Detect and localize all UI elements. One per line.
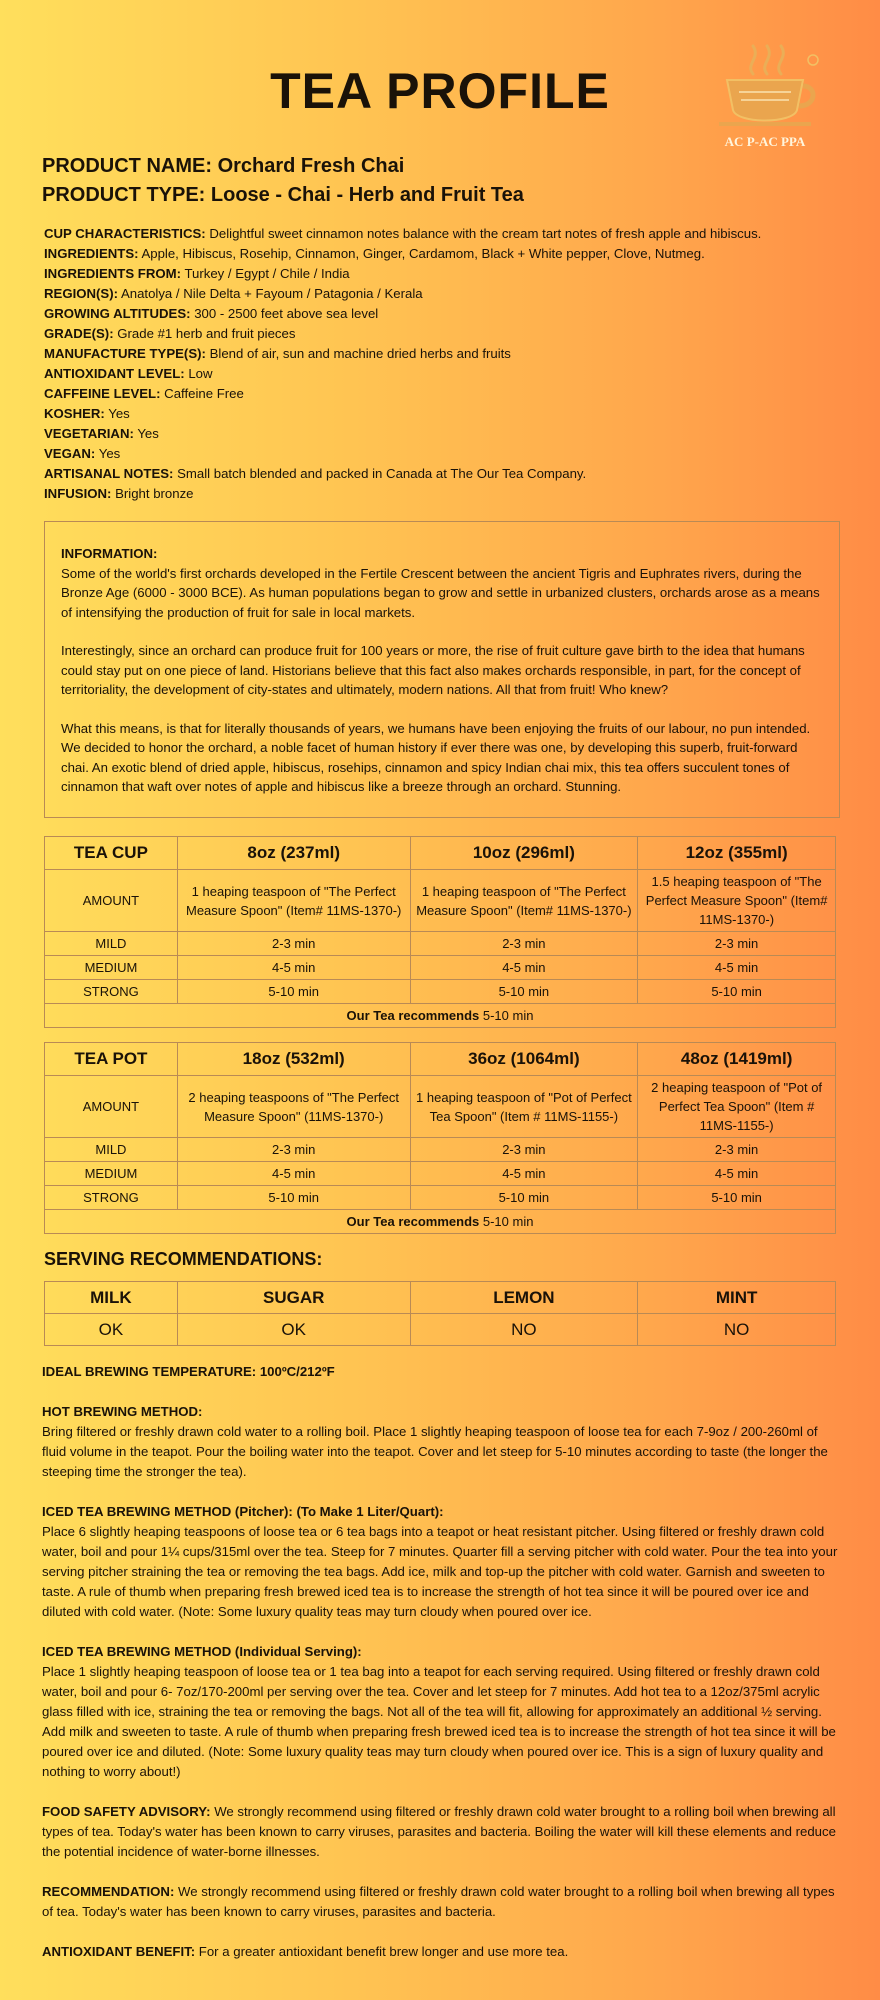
steep-time: 5-10 min bbox=[410, 1186, 638, 1210]
serving-value: NO bbox=[410, 1314, 638, 1346]
attribute-row: ANTIOXIDANT LEVEL: Low bbox=[44, 366, 213, 381]
amount-label: AMOUNT bbox=[45, 1076, 178, 1138]
attribute-row: VEGAN: Yes bbox=[44, 446, 121, 461]
attribute-row: GRADE(S): Grade #1 herb and fruit pieces bbox=[44, 326, 296, 341]
information-heading: INFORMATION: bbox=[61, 546, 158, 561]
information-paragraph: Some of the world's first orchards developed in the Fertile Crescent between the ancient Tigris and Euphrates rivers, during the Bronze Age (6000 - 3000 BCE). As human populations began to grow and settle in urbanized clusters, orchards arose as a means of intensifying the production of fruit for sale in local markets. bbox=[61, 565, 820, 620]
size-header: 10oz (296ml) bbox=[410, 837, 638, 870]
hot-brewing-method bbox=[42, 1402, 842, 1482]
attribute-row: KOSHER: Yes bbox=[44, 406, 130, 421]
steep-time: 5-10 min bbox=[177, 1186, 410, 1210]
attribute-row: INGREDIENTS FROM: Turkey / Egypt / Chile / India bbox=[44, 266, 350, 281]
iced-single-title: ICED TEA BREWING METHOD (Individual Serving): bbox=[42, 1644, 362, 1659]
page-title: TEA PROFILE bbox=[270, 63, 610, 119]
size-header: 36oz (1064ml) bbox=[410, 1043, 638, 1076]
serving-header: MILK bbox=[45, 1282, 178, 1314]
tea-pot-table bbox=[44, 1042, 836, 1234]
information-paragraph: Interestingly, since an orchard can produce fruit for 100 years or more, the rise of fruit culture gave birth to the idea that humans could stay put on one piece of land. Historians believe that this fact also makes orchards responsible, in part, for the concept of territoriality, the development of city-states and ultimately, modern nations. All that from fruit! Who knew? bbox=[61, 643, 805, 697]
iced-single-text: Place 1 slightly heaping teaspoon of loose tea or 1 tea bag into a teapot for each serving required. Using filtered or freshly drawn cold water, boil and pour 6- 7oz/170-200ml per serving over the tea. Cover and let steep for 7 minutes. Add hot tea to a 12oz/375ml acrylic glass filled with ice, straining the tea or removing the bags. Not all of the tea will fit, allowing for approximately an additional ½ serving. Add milk and sweeten to taste. A rule of thumb when preparing fresh brewed iced tea is to increase the strength of hot tea since it will be poured over ice and diluted. (Note: Some luxury quality teas may turn cloudy when poured over ice. This is a sign of luxury quality and nothing to worry about!) bbox=[42, 1664, 836, 1779]
tea-cup-logo bbox=[705, 40, 825, 155]
attribute-row: CUP CHARACTERISTICS: Delightful sweet cinnamon notes balance with the cream tart notes of fresh apple and hibiscus. bbox=[44, 226, 762, 241]
svg-text:AC P-AC PPA: AC P-AC PPA bbox=[724, 134, 806, 149]
attribute-row: INGREDIENTS: Apple, Hibiscus, Rosehip, Cinnamon, Ginger, Cardamom, Black + White pepper, Clove, Nutmeg. bbox=[44, 246, 705, 261]
recommendation-row: Our Tea recommends 5-10 min bbox=[45, 1210, 836, 1234]
attribute-row: INFUSION: Bright bronze bbox=[44, 486, 194, 501]
product-type: Loose - Chai - Herb and Fruit Tea bbox=[210, 184, 524, 206]
attribute-row: MANUFACTURE TYPE(S): Blend of air, sun and machine dried herbs and fruits bbox=[44, 346, 511, 361]
size-header: 18oz (532ml) bbox=[177, 1043, 410, 1076]
strength-label: STRONG bbox=[45, 980, 178, 1004]
amount-cell: 1 heaping teaspoon of "The Perfect Measure Spoon" (Item# 11MS-1370-) bbox=[410, 870, 638, 932]
strength-label: MILD bbox=[45, 1138, 178, 1162]
tea-cup-table bbox=[44, 836, 836, 1028]
steep-time: 2-3 min bbox=[410, 1138, 638, 1162]
brewing-methods bbox=[42, 1362, 842, 1982]
steep-time: 4-5 min bbox=[638, 1162, 836, 1186]
serving-value: OK bbox=[177, 1314, 410, 1346]
steep-time: 4-5 min bbox=[410, 956, 638, 980]
attribute-row: GROWING ALTITUDES: 300 - 2500 feet above sea level bbox=[44, 306, 379, 321]
steep-time: 5-10 min bbox=[410, 980, 638, 1004]
product-type-line bbox=[42, 181, 524, 210]
product-type-label: PRODUCT TYPE: bbox=[42, 184, 206, 206]
iced-pitcher-text: Place 6 slightly heaping teaspoons of loose tea or 6 tea bags into a teapot or heat resistant pitcher. Using filtered or freshly drawn cold water, boil and pour 1¼ cups/315ml over the tea. Steep for 7 minutes. Quarter fill a serving pitcher with cold water. Pour the tea into your serving pitcher straining the tea or removing the tea bags. Add ice, milk and top-up the pitcher with cold water. Garnish and sweeten to taste. A rule of thumb when preparing fresh brewed iced tea is to increase the strength of hot tea since it will be poured over ice and diluted with cold water. (Note: Some luxury quality teas may turn cloudy when poured over ice. bbox=[42, 1524, 838, 1619]
amount-cell: 2 heaping teaspoon of "Pot of Perfect Tea Spoon" (Item # 11MS-1155-) bbox=[638, 1076, 836, 1138]
steep-time: 5-10 min bbox=[638, 1186, 836, 1210]
product-heading bbox=[42, 152, 524, 210]
strength-label: MEDIUM bbox=[45, 1162, 178, 1186]
information-paragraph: What this means, is that for literally thousands of years, we humans have been enjoying the fruits of our labour, no pun intended. We decided to honor the orchard, a noble facet of human history if ever there was one, by developing this superb, fruit-forward chai. An exotic blend of dried apple, hibiscus, rosehips, cinnamon and spicy Indian chai mix, this tea offers succulent tones of cinnamon that waft over notes of apple and hibiscus like a breeze through an orchard. Stunning. bbox=[61, 720, 811, 794]
recommendation: RECOMMENDATION: We strongly recommend using filtered or freshly drawn cold water brought to a rolling boil when brewing all types of tea. Today's water has been known to carry viruses, parasites and bacteria. bbox=[42, 1884, 835, 1919]
serving-header: LEMON bbox=[410, 1282, 638, 1314]
antioxidant-benefit: ANTIOXIDANT BENEFIT: For a greater antioxidant benefit brew longer and use more tea. bbox=[42, 1944, 569, 1959]
hot-brewing-text: Bring filtered or freshly drawn cold water to a rolling boil. Place 1 slightly heaping teaspoon of loose tea for each 7-9oz / 200-260ml of fluid volume in the teapot. Pour the boiling water into the teapot. Cover and let steep for 5-10 minutes according to taste (the longer the steeping time the stronger the tea). bbox=[42, 1424, 828, 1479]
steep-time: 5-10 min bbox=[177, 980, 410, 1004]
serving-header: SUGAR bbox=[177, 1282, 410, 1314]
amount-cell: 2 heaping teaspoons of "The Perfect Measure Spoon" (11MS-1370-) bbox=[177, 1076, 410, 1138]
serving-value: NO bbox=[638, 1314, 836, 1346]
steep-time: 5-10 min bbox=[638, 980, 836, 1004]
size-header: 8oz (237ml) bbox=[177, 837, 410, 870]
serving-header: MINT bbox=[638, 1282, 836, 1314]
serving-table bbox=[44, 1281, 836, 1346]
strength-label: STRONG bbox=[45, 1186, 178, 1210]
steep-time: 4-5 min bbox=[177, 1162, 410, 1186]
size-header: 48oz (1419ml) bbox=[638, 1043, 836, 1076]
tea-cup-title: TEA CUP bbox=[45, 837, 178, 870]
amount-cell: 1 heaping teaspoon of "The Perfect Measure Spoon" (Item# 11MS-1370-) bbox=[177, 870, 410, 932]
brewing-temperature: IDEAL BREWING TEMPERATURE: 100ºC/212ºF bbox=[42, 1364, 335, 1379]
size-header: 12oz (355ml) bbox=[638, 837, 836, 870]
serving-title: SERVING RECOMMENDATIONS: bbox=[44, 1249, 323, 1269]
steep-time: 2-3 min bbox=[638, 932, 836, 956]
product-name-label: PRODUCT NAME: bbox=[42, 155, 212, 177]
strength-label: MILD bbox=[45, 932, 178, 956]
attribute-row: ARTISANAL NOTES: Small batch blended and packed in Canada at The Our Tea Company. bbox=[44, 466, 587, 481]
product-name-line bbox=[42, 152, 524, 181]
steep-time: 2-3 min bbox=[638, 1138, 836, 1162]
steep-time: 2-3 min bbox=[410, 932, 638, 956]
attribute-row: VEGETARIAN: Yes bbox=[44, 426, 159, 441]
steep-time: 2-3 min bbox=[177, 932, 410, 956]
steep-time: 2-3 min bbox=[177, 1138, 410, 1162]
attribute-row: REGION(S): Anatolya / Nile Delta + Fayoum / Patagonia / Kerala bbox=[44, 286, 423, 301]
amount-cell: 1.5 heaping teaspoon of "The Perfect Measure Spoon" (Item# 11MS-1370-) bbox=[638, 870, 836, 932]
steep-time: 4-5 min bbox=[638, 956, 836, 980]
attribute-list bbox=[44, 224, 844, 504]
iced-pitcher-method bbox=[42, 1502, 842, 1622]
serving-value: OK bbox=[45, 1314, 178, 1346]
amount-cell: 1 heaping teaspoon of "Pot of Perfect Tea Spoon" (Item # 11MS-1155-) bbox=[410, 1076, 638, 1138]
tea-pot-title: TEA POT bbox=[45, 1043, 178, 1076]
product-name: Orchard Fresh Chai bbox=[217, 155, 405, 177]
food-safety-advisory: FOOD SAFETY ADVISORY: We strongly recommend using filtered or freshly drawn cold water brought to a rolling boil when brewing all types of tea. Today's water has been known to carry viruses, parasites and bacteria. Boiling the water will kill these elements and reduce the potential incidence of water-borne illnesses. bbox=[42, 1804, 836, 1859]
steep-time: 4-5 min bbox=[177, 956, 410, 980]
strength-label: MEDIUM bbox=[45, 956, 178, 980]
steep-time: 4-5 min bbox=[410, 1162, 638, 1186]
hot-brewing-title: HOT BREWING METHOD: bbox=[42, 1404, 203, 1419]
iced-pitcher-title: ICED TEA BREWING METHOD (Pitcher): (To Make 1 Liter/Quart): bbox=[42, 1504, 444, 1519]
amount-label: AMOUNT bbox=[45, 870, 178, 932]
information-box bbox=[44, 521, 840, 818]
iced-single-method bbox=[42, 1642, 842, 1782]
attribute-row: CAFFEINE LEVEL: Caffeine Free bbox=[44, 386, 244, 401]
recommendation-row: Our Tea recommends 5-10 min bbox=[45, 1004, 836, 1028]
